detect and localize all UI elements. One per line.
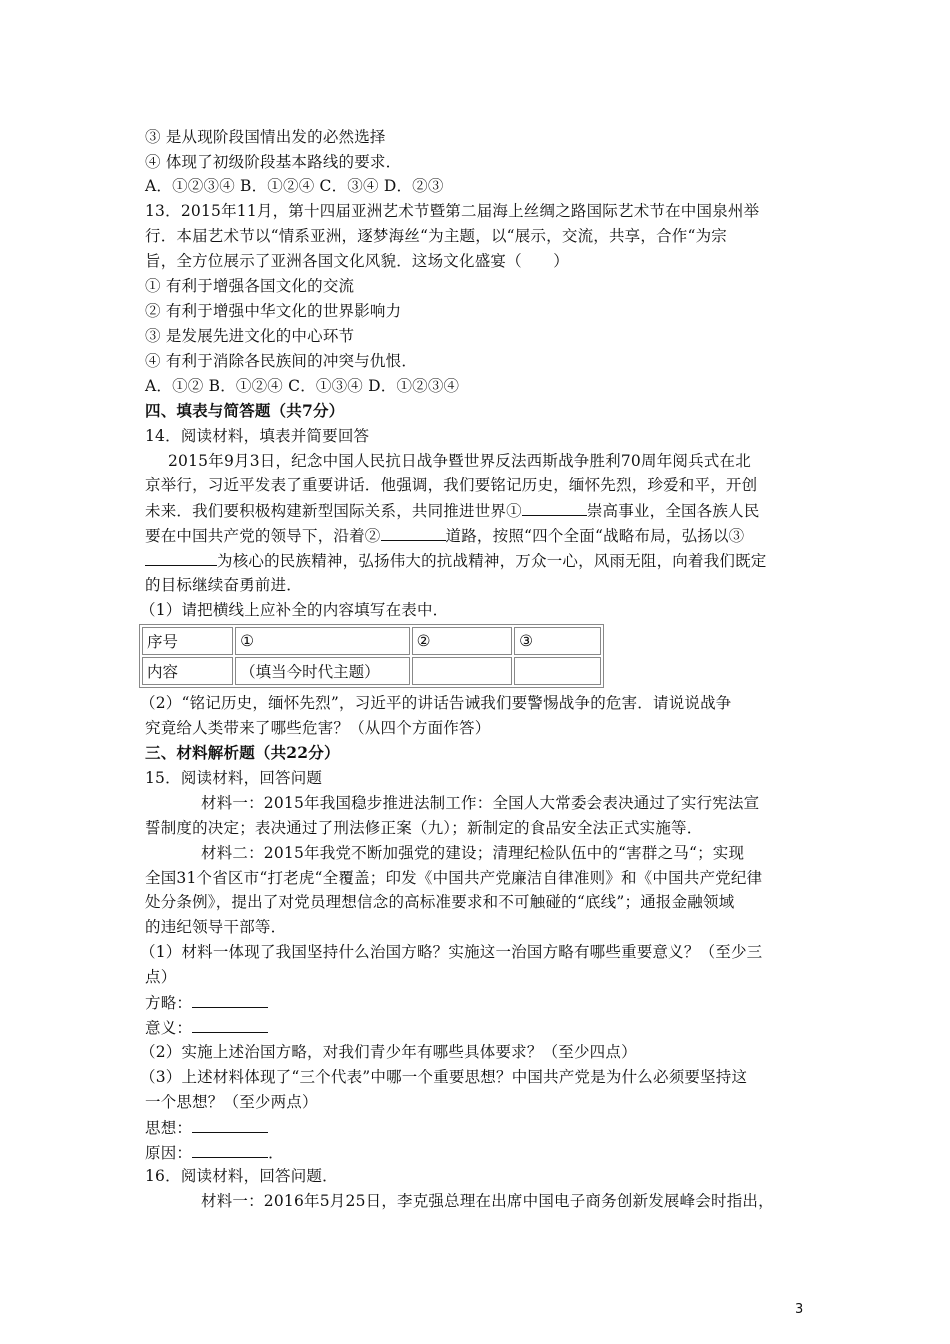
section-heading: 四、填表与简答题（共7分） [145,401,345,420]
text-line [145,549,810,572]
sub-question: （1）请把横线上应补全的内容填写在表中． [140,601,449,619]
table-cell [514,657,601,685]
text-line: 点） [145,968,177,986]
text-line: 2015年9月3日，纪念中国人民抗日战争暨世界反法西斯战争胜利70周年阅兵式在北 [168,452,751,470]
fill-blank-1 [522,499,587,516]
table-cell: 序号 [142,627,233,655]
answer-blank [192,1141,268,1158]
material-text: 材料一：2016年5月25日，李克强总理在出席中国电子商务创新发展峰会时指出， [201,1192,774,1210]
table-row [142,657,601,685]
text-line: 究竟给人类带来了哪些危害？（从四个方面作答） [145,719,491,737]
page-number: 3 [795,1302,804,1317]
text-fragment: 未来．我们要积极构建新型国际关系，共同推进世界① [145,502,522,520]
answer-line [145,1016,810,1039]
table-cell: 内容 [142,657,233,685]
question-15: 15．阅读材料，回答问题 [145,769,323,787]
answer-label: 思想： [145,1119,193,1137]
text-line [145,499,810,522]
text-line: 行．本届艺术节以“情系亚洲，逐梦海丝“为主题，以“展示，交流，共享，合作“为宗 [145,227,727,245]
text-line: ③ 是从现阶段国情出发的必然选择 [145,128,386,146]
table-cell: ① [235,627,410,655]
text-line: 京举行，习近平发表了重要讲话．他强调，我们要铭记历史，缅怀先烈，珍爱和平，开创 [145,476,758,494]
text-line: 旨，全方位展示了亚洲各国文化风貌．这场文化盛宴（ ） [145,252,569,270]
text-line: 全国31个省区市“打老虎“全覆盖；印发《中国共产党廉洁自律准则》和《中国共产党纪律 [145,869,763,887]
material-text: 材料二：2015年我党不断加强党的建设；清理纪检队伍中的“害群之马“；实现 [201,844,745,862]
text-fragment: 要在中国共产党的领导下，沿着② [145,527,381,545]
answer-line [145,991,810,1014]
answer-line [145,1141,810,1164]
text-line: 的目标继续奋勇前进． [145,576,303,594]
text-line: ④ 有利于消除各民族间的冲突与仇恨． [145,352,418,370]
table-row [142,627,601,655]
text-line: ③ 是发展先进文化的中心环节 [145,327,355,345]
text-fragment: 为核心的民族精神，弘扬伟大的抗战精神，万众一心，风雨无阻，向着我们既定 [217,552,767,570]
material-text: 材料一：2015年我国稳步推进法制工作：全国人大常委会表决通过了实行宪法宣 [201,794,760,812]
answer-blank [192,1116,268,1133]
answer-blank [192,991,268,1008]
text-line: ① 有利于增强各国文化的交流 [145,277,355,295]
question-14: 14．阅读材料，填表并简要回答 [145,427,370,445]
fill-blank-2 [381,524,446,541]
text-line: ④ 体现了初级阶段基本路线的要求． [145,153,402,171]
answer-options: A．①②③④ B．①②④ C．③④ D．②③ [145,177,444,195]
text-line: 一个思想？（至少两点） [145,1093,318,1111]
sub-question: （3）上述材料体现了“三个代表”中哪一个重要思想？中国共产党是为什么必须要坚持这 [140,1068,748,1086]
sub-question: （1）材料一体现了我国坚持什么治国方略？实施这一治国方略有哪些重要意义？（至少三 [140,943,763,961]
section-heading: 三、材料解析题（共22分） [145,743,340,762]
answer-line [145,1116,810,1139]
question-16: 16．阅读材料，回答问题． [145,1167,338,1185]
text-fragment: ． [268,1144,284,1162]
text-fragment: 道路，按照“四个全面“战略布局，弘扬以③ [445,527,745,545]
text-fragment: 崇高事业，全国各族人民 [586,502,760,520]
answer-label: 意义： [145,1019,193,1037]
table-cell [412,657,513,685]
fill-in-table [139,624,604,688]
answer-label: 方略： [145,994,193,1012]
answer-blank [192,1016,268,1033]
text-line: 誓制度的决定；表决通过了刑法修正案（九）；新制定的食品安全法正式实施等． [145,819,703,837]
answer-label: 原因： [145,1144,193,1162]
text-line [145,524,810,547]
table-cell: （填当今时代主题） [235,657,410,685]
fill-blank-3 [145,549,217,566]
answer-options: A．①② B．①②④ C．①③④ D．①②③④ [145,377,460,395]
text-line: ② 有利于增强中华文化的世界影响力 [145,302,402,320]
table-cell: ② [412,627,513,655]
question-13: 13．2015年11月，第十四届亚洲艺术节暨第二届海上丝绸之路国际艺术节在中国泉州举 [145,202,760,220]
table-cell: ③ [514,627,601,655]
text-line: 处分条例》，提出了对党员理想信念的高标准要求和不可触碰的“底线”；通报金融领域 [145,893,735,911]
sub-question: （2）“铭记历史，缅怀先烈”，习近平的讲话告诫我们要警惕战争的危害．请说说战争 [140,694,732,712]
sub-question: （2）实施上述治国方略，对我们青少年有哪些具体要求？（至少四点） [140,1043,637,1061]
text-line: 的违纪领导干部等． [145,918,287,936]
